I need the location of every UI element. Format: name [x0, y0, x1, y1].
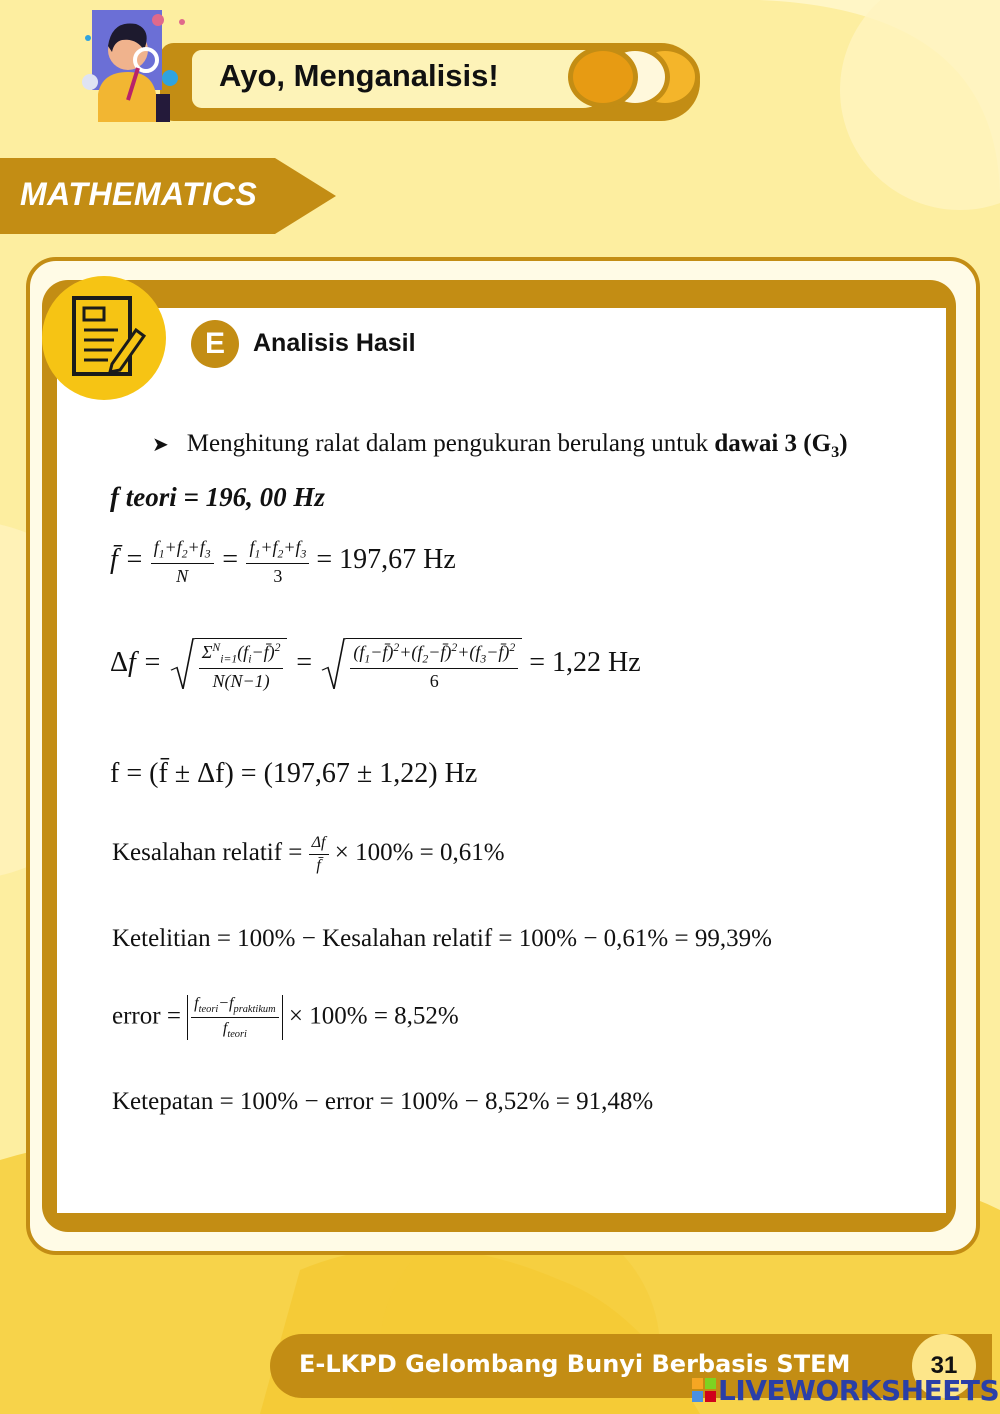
section-letter-badge: E — [191, 320, 239, 368]
kesalahan-fraction: $\frac{\Delta f}{f̄}$ — [309, 834, 329, 875]
mean-result: = 197,67 Hz — [316, 544, 456, 576]
subject-label: MATHEMATICS — [20, 176, 258, 212]
bullet-text: Menghitung ralat dalam pengukuran berulang untuk — [186, 430, 709, 457]
mean-symbol: f̄ = — [110, 544, 144, 576]
mean-equation: f̄ = $\frac{f_1+f_2+f_3}{N}$ = $\frac{f_1+f_2+f_3}{3}$ = 197,67 Hz — [110, 537, 456, 586]
error-rest: × 100% = 8,52% — [288, 1002, 459, 1030]
watermark-link[interactable]: LIVEWORKSHEETS — [718, 1374, 1000, 1407]
delta-sqrt-general: $\frac{\Sigma^N_{i=1}(f_i-f̄)^2}{N(N-1)}$ — [169, 638, 288, 692]
kesalahan-relatif-equation — [112, 834, 505, 875]
bullet-line — [152, 430, 848, 462]
error-absolute-value: $\frac{f_{teori}-f_{praktikum}}{f_{teori}}$ — [187, 995, 282, 1040]
bullet-close: ) — [839, 430, 848, 457]
ketepatan-equation — [112, 1088, 653, 1116]
delta-sqrt-numeric: $\frac{(f_1-f̄)^2+(f_2-f̄)^2+(f_3-f̄)^2}{6}$ — [320, 638, 522, 692]
f-teori-text: f teori = 196, 00 Hz — [110, 482, 325, 512]
delta-equation: Δf = $\frac{\Sigma^N_{i=1}(f_i-f̄)^2}{N(N-1)}$ = $\frac{(f_1-f̄)^2+(f_2-f̄)^2+(f_3-f̄)^2}{6}$ = 1,22 Hz — [110, 638, 641, 692]
coin-decoration — [568, 46, 638, 108]
ketelitian-text: Ketelitian = 100% − Kesalahan relatif = 100% − 0,61% = 99,39% — [112, 925, 772, 952]
error-label: error = — [112, 1002, 181, 1030]
document-badge — [42, 276, 166, 400]
student-illustration — [78, 8, 198, 126]
kesalahan-label: Kesalahan relatif = — [112, 839, 303, 867]
ketepatan-text: Ketepatan = 100% − error = 100% − 8,52% = 91,48% — [112, 1088, 654, 1115]
bullet-bold: dawai 3 (G — [714, 430, 832, 457]
error-equation — [112, 995, 459, 1040]
ketelitian-equation — [112, 925, 772, 953]
mean-fraction-numeric: $\frac{f_1+f_2+f_3}{3}$ — [246, 537, 309, 587]
f-result-text: f = (f̄ ± Δf) = (197,67 ± 1,22) Hz — [110, 758, 478, 789]
f-teori-line — [110, 482, 325, 513]
radical-icon — [320, 638, 346, 692]
footer-title: E-LKPD Gelombang Bunyi Berbasis STEM — [299, 1350, 851, 1378]
bullet-subscript: 3 — [831, 443, 840, 461]
radical-icon — [169, 638, 195, 692]
mean-fraction-general: $\frac{f_1+f_2+f_3}{N}$ — [151, 537, 214, 587]
delta-result: = 1,22 Hz — [529, 647, 641, 679]
f-result-equation — [110, 758, 477, 790]
kesalahan-rest: × 100% = 0,61% — [334, 839, 505, 867]
section-title: Analisis Hasil — [253, 329, 416, 357]
arrow-bullet-icon: ➤ — [152, 434, 169, 456]
liveworksheets-logo-icon — [692, 1378, 716, 1402]
page-number: 31 — [930, 1352, 958, 1379]
page-title: Ayo, Menganalisis! — [219, 58, 499, 93]
document-pencil-icon — [42, 276, 166, 400]
